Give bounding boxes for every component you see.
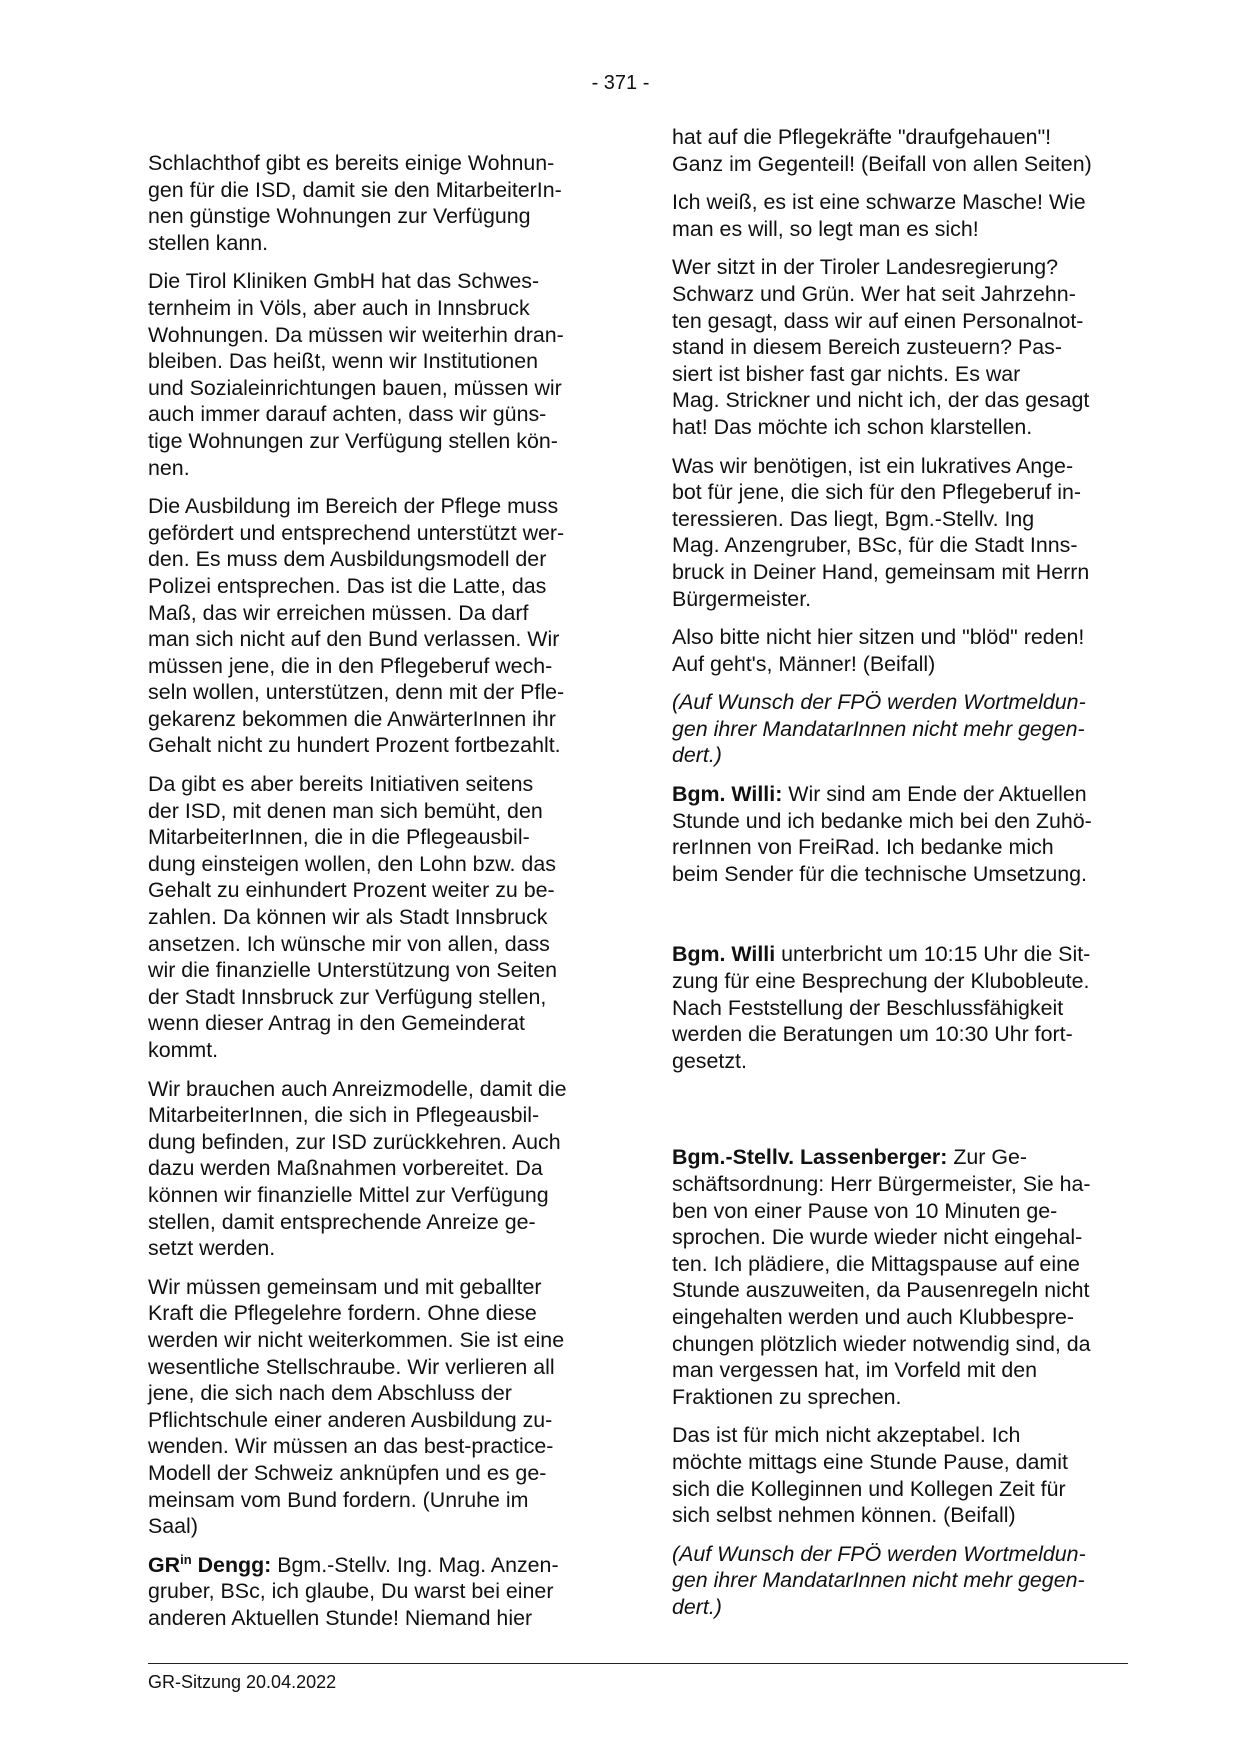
paragraph: Wer sitzt in der Tiroler Landesregierung? Schwarz und Grün. Wer hat seit Jahrzehn- ten gesagt, dass wir auf einen Personalnot- stand in diesem Bereich zusteuern? Pas- siert ist bisher fast gar nichts. Es war Mag. Strickner und nicht ich, der das gesagt hat! Das möchte ich schon klarstellen. — [672, 255, 1090, 439]
speaker-title-suffix: in — [180, 1551, 192, 1567]
speech-text: Bgm.-Stellv. Ing. Mag. Anzen- gruber, BSc, ich glaube, Du warst bei einer anderen Aktuellen Stunde! Niemand hier — [148, 1552, 559, 1630]
paragraph: Wir brauchen auch Anreizmodelle, damit die MitarbeiterInnen, die sich in Pflegeausbil- dung befinden, zur ISD zurückkehren. Auch dazu werden Maßnahmen vorbereitet. Da können wir finanzielle Mittel zur Verfügung stellen, damit entsprechende Anreize ge- setzt werden. — [148, 1076, 567, 1261]
paragraph: Die Tirol Kliniken GmbH hat das Schwes- ternheim in Völs, aber auch in Innsbruck Wohnungen. Da müssen wir weiterhin dran- bleiben. Das heißt, wenn wir Institutionen und Sozialeinrichtungen bauen, müssen wir auch immer darauf achten, dass wir güns- tige Wohnungen zur Verfügung stellen kön- nen. — [148, 269, 564, 480]
speaker-name: Bgm. Willi: — [672, 782, 783, 807]
speech-paragraph — [672, 1144, 1127, 1410]
paragraph: Also bitte nicht hier sitzen und "blöd" reden! Auf geht's, Männer! (Beifall) — [672, 625, 1085, 676]
paragraph: Die Ausbildung im Bereich der Pflege muss gefördert und entsprechend unterstützt wer- den. Es muss dem Ausbildungsmodell der Polizei entsprechen. Das ist die Latte, das Maß, das wir erreichen müssen. Da darf man sich nicht auf den Bund verlassen. Wir müssen jene, die in den Pflegeberuf wech- seln wollen, unterstützen, denn mit der Pfle- gekarenz bekommen die AnwärterInnen ihr Gehalt nicht zu hundert Prozent fortbezahlt. — [148, 494, 565, 758]
paragraph: Das ist für mich nicht akzeptabel. Ich möchte mittags eine Stunde Pause, damit sich die Kolleginnen und Kollegen Zeit für sich selbst nehmen können. (Beifall) — [672, 1423, 1068, 1528]
editorial-note: (Auf Wunsch der FPÖ werden Wortmeldun- gen ihrer MandatarInnen nicht mehr gegen- dert.) — [672, 690, 1086, 768]
speaker-name: Bgm. Willi — [672, 942, 776, 967]
paragraph: Da gibt es aber bereits Initiativen seitens der ISD, mit denen man sich bemüht, den MitarbeiterInnen, die in die Pflegeausbil- dung einsteigen wollen, den Lohn bzw. das Gehalt zu einhundert Prozent weiter zu be- zahlen. Da können wir als Stadt Innsbruck ansetzen. Ich wünsche mir von allen, dass wir die finanzielle Unterstützung von Seiten der Stadt Innsbruck zur Verfügung stellen, wenn dieser Antrag in den Gemeinderat kommt. — [148, 772, 558, 1062]
speech-paragraph — [672, 941, 1127, 1074]
paragraph: Was wir benötigen, ist ein lukratives Ange- bot für jene, die sich für den Pflegeberuf in- teressieren. Das liegt, Bgm.-Stellv. Ing Mag. Anzengruber, BSc, für die Stadt Inns- bruck in Deiner Hand, gemeinsam mit Herrn Bürgermeister. — [672, 453, 1090, 611]
spacer — [672, 1086, 1127, 1144]
speech-text: Zur Ge- schäftsordnung: Herr Bürgermeister, Sie ha- ben von einer Pause von 10 Minuten ge- sprochen. Die wurde wieder nicht eingehal- ten. Ich plädiere, die Mittagspause auf eine Stunde auszuweiten, da Pausenregeln nicht eingehalten werden und auch Klubbespre- chungen plötzlich wieder notwendig sind, da man vergessen hat, im Vorfeld mit den Fraktionen zu sprechen. — [672, 1145, 1091, 1409]
editorial-note: (Auf Wunsch der FPÖ werden Wortmeldun- gen ihrer MandatarInnen nicht mehr gegen- dert.) — [672, 1541, 1086, 1619]
speaker-surname: Dengg: — [191, 1552, 272, 1577]
footer-text: GR-Sitzung 20.04.2022 — [148, 1672, 337, 1692]
left-column — [148, 150, 603, 1643]
speech-text: unterbricht um 10:15 Uhr die Sit- zung für eine Besprechung der Klubobleute. Nach Feststellung der Beschlussfähigkeit werden die Beratungen um 10:30 Uhr fort- gesetzt. — [672, 942, 1091, 1073]
right-column — [672, 124, 1127, 1633]
speech-text: Wir sind am Ende der Aktuellen Stunde und ich bedanke mich bei den Zuhö- rerInnen von FreiRad. Ich bedanke mich beim Sender für die technische Umsetzung. — [672, 782, 1092, 886]
speech-paragraph — [148, 1552, 603, 1632]
speaker-title: GR — [148, 1552, 181, 1577]
paragraph: hat auf die Pflegekräfte "draufgehauen"! Ganz im Gegenteil! (Beifall von allen Seiten) — [672, 125, 1092, 176]
paragraph: Wir müssen gemeinsam und mit geballter Kraft die Pflegelehre fordern. Ohne diese werden wir nicht weiterkommen. Sie ist eine wesentliche Stellschraube. Wir verlieren all jene, die sich nach dem Abschluss der Pflichtschule einer anderen Ausbildung zu- wenden. Wir müssen an das best-practice- Modell der Schweiz anknüpfen und es ge- meinsam vom Bund fordern. (Unruhe im Saal) — [148, 1274, 565, 1539]
spacer — [672, 899, 1127, 941]
footer-divider — [148, 1663, 1128, 1664]
speaker-name: Bgm.-Stellv. Lassenberger: — [672, 1145, 948, 1170]
speech-paragraph — [672, 781, 1127, 887]
paragraph: Schlachthof gibt es bereits einige Wohnun- gen für die ISD, damit sie den MitarbeiterIn- nen günstige Wohnungen zur Verfügung stellen kann. — [148, 151, 562, 255]
speaker-name — [148, 1553, 271, 1577]
paragraph: Ich weiß, es ist eine schwarze Masche! Wie man es will, so legt man es sich! — [672, 190, 1086, 241]
page-number: - 371 - — [591, 72, 650, 94]
